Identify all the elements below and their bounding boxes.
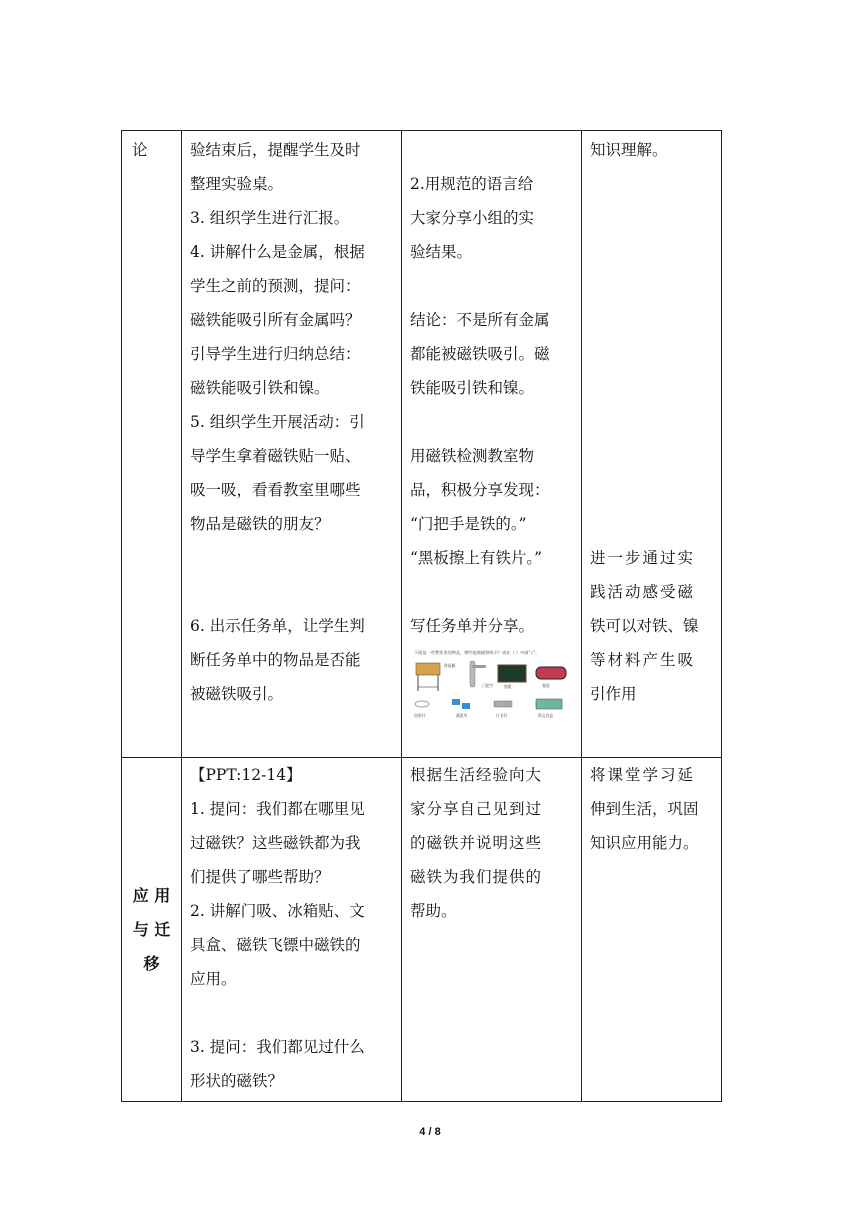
teacher-line: 5. 组织学生开展活动：引	[190, 413, 365, 431]
teacher-line: 导学生拿着磁铁贴一贴、	[190, 447, 361, 465]
student-line: “门把手是铁的。”	[410, 515, 527, 533]
student-line: 根据生活经验向大	[410, 766, 543, 784]
intent-line: 进一步通过实	[590, 549, 696, 567]
teacher-line: 3. 组织学生进行汇报。	[190, 209, 350, 227]
worksheet-item-label: 讲桌腿	[444, 663, 456, 668]
worksheet-item-label: 订书钉	[496, 713, 508, 718]
intent-line: 伸到生活，巩固	[590, 800, 699, 818]
student-line: 写任务单并分享。	[410, 617, 535, 635]
ppt-reference: 【PPT:12-14】	[190, 766, 302, 784]
teacher-line: 断任务单中的物品是否能	[190, 651, 361, 669]
stage-label: 论	[132, 141, 148, 159]
student-line: 用磁铁检测教室物	[410, 447, 535, 465]
worksheet-title: 下面是一些教室里的物品，哪些能被磁铁吸引？请在（ ）中画“√”。	[414, 650, 540, 655]
teacher-line: 被磁铁吸引。	[190, 685, 284, 703]
design-intent-cell	[582, 131, 722, 758]
student-line: 铁能吸引铁和镍。	[410, 379, 535, 397]
teacher-line: 学生之前的预测，提问：	[190, 277, 361, 295]
teacher-activity-cell	[182, 131, 402, 758]
desk-icon	[416, 663, 440, 691]
teacher-line: 3. 提问：我们都见过什么	[190, 1038, 365, 1056]
worksheet-item-label: 回形针	[414, 713, 426, 718]
teacher-line: 具盒、磁铁飞镖中磁铁的	[190, 936, 361, 954]
stage-cell	[122, 758, 182, 1102]
teacher-line: 2. 讲解门吸、冰箱贴、文	[190, 902, 365, 920]
intent-line: 践活动感受磁	[590, 583, 696, 601]
student-line: 结论：不是所有金属	[410, 311, 550, 329]
worksheet-item-label: 铁文具盒	[538, 713, 554, 718]
worksheet-image	[412, 647, 574, 721]
staples-icon	[494, 701, 512, 707]
student-line: “黑板擦上有铁片。”	[410, 549, 543, 567]
page-number: 4 / 8	[419, 1126, 441, 1138]
intent-line: 将课堂学习延	[590, 766, 696, 784]
stage-cell	[122, 131, 182, 758]
teacher-line: 磁铁能吸引所有金属吗？	[190, 311, 361, 329]
worksheet-item-label: 门把手	[482, 683, 494, 688]
student-line: 品，积极分享发现：	[410, 481, 550, 499]
teacher-line: 整理实验桌。	[190, 175, 284, 193]
design-intent-cell	[582, 758, 722, 1102]
teacher-line: 引导学生进行归纳总结：	[190, 345, 361, 363]
stage-label: 与 迁	[132, 919, 171, 939]
student-line: 的磁铁并说明这些	[410, 834, 543, 852]
teacher-line: 1. 提问：我们都在哪里见	[190, 800, 365, 818]
teacher-activity-cell	[182, 758, 402, 1102]
blackboard-icon	[498, 665, 526, 682]
worksheet-item-label: 燕尾夹	[456, 713, 468, 718]
student-line: 验结果。	[410, 243, 473, 261]
student-line: 家分享自己见到过	[410, 800, 543, 818]
teacher-line: 吸一吸，看看教室里哪些	[190, 481, 361, 499]
worksheet-item-label: 笔袋	[542, 683, 550, 688]
paper-clip-icon	[415, 701, 429, 707]
student-activity-cell	[402, 758, 582, 1102]
metal-box-icon	[536, 699, 562, 709]
teacher-line: 过磁铁？这些磁铁都为我	[190, 834, 361, 852]
teacher-line: 磁铁能吸引铁和镍。	[190, 379, 330, 397]
table-row	[122, 758, 722, 1102]
worksheet-item-label: 黑板	[504, 684, 512, 689]
student-line: 2.用规范的语言给	[410, 175, 534, 193]
teacher-line: 4. 讲解什么是金属，根据	[190, 243, 365, 261]
intent-line: 知识应用能力。	[590, 834, 699, 852]
teacher-line: 物品是磁铁的朋友？	[190, 515, 330, 533]
teacher-line: 们提供了哪些帮助？	[190, 868, 330, 886]
stage-label: 应 用	[132, 885, 171, 905]
student-line: 帮助。	[410, 902, 457, 920]
student-line: 大家分享小组的实	[410, 209, 535, 227]
lesson-plan-table	[121, 130, 722, 1102]
student-line: 磁铁为我们提供的	[410, 868, 543, 886]
teacher-line: 应用。	[190, 970, 237, 988]
student-line: 都能被磁铁吸引。磁	[410, 345, 550, 363]
intent-line: 知识理解。	[590, 141, 668, 159]
teacher-line: 形状的磁铁？	[190, 1072, 284, 1090]
intent-line: 等材料产生吸	[590, 651, 696, 669]
table-row	[122, 131, 722, 758]
intent-line: 铁可以对铁、镍	[590, 617, 699, 635]
stage-label: 移	[143, 953, 160, 973]
pencil-case-icon	[536, 667, 566, 679]
intent-line: 引作用	[590, 685, 637, 703]
student-activity-cell	[402, 131, 582, 758]
teacher-line: 6. 出示任务单，让学生判	[190, 617, 365, 635]
binder-clip-icon	[452, 699, 470, 709]
teacher-line: 验结束后，提醒学生及时	[190, 141, 361, 159]
